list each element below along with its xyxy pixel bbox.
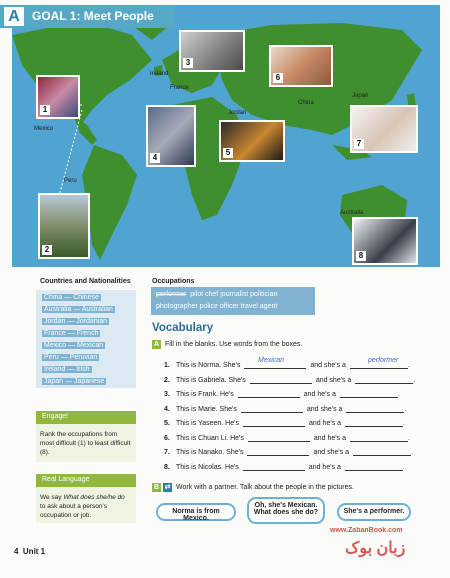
engage-title: Engage! (42, 413, 69, 420)
item-text-mid: and she's a (310, 362, 346, 369)
item-text-mid: and he's a (313, 434, 346, 442)
occupation-blank[interactable] (353, 448, 414, 456)
photo-1 (36, 75, 80, 119)
item-text-pre: This is Marie. She's (176, 405, 237, 413)
unit-label: Unit 1 (22, 547, 46, 556)
label-mexico: Mexico (34, 126, 54, 132)
engage-header (36, 411, 136, 424)
item-text-mid: and he's a (303, 391, 336, 398)
occupation-blank[interactable] (355, 376, 416, 384)
vocabulary-title: Vocabulary (152, 322, 214, 334)
item-end: . (413, 376, 416, 384)
item-end: . (403, 420, 405, 427)
countries-title: Countries and Nationalities (40, 278, 131, 285)
label-peru: Peru (64, 178, 77, 184)
item-end: . (411, 449, 414, 456)
photo-number: 2 (42, 245, 52, 255)
handwritten-answer-2: performer (368, 357, 399, 364)
label-france: France (170, 85, 189, 91)
item-text-pre: This is Norma. She's (176, 362, 241, 369)
exercise-a-item (164, 376, 415, 384)
occupation-blank[interactable] (350, 434, 408, 442)
page-number: 4 (14, 547, 19, 556)
section-letter: A (4, 7, 24, 26)
item-number: 5. (164, 420, 170, 427)
world-map (12, 5, 440, 267)
item-text-pre: This is Nanako. She's (176, 449, 244, 456)
item-number: 6. (164, 434, 170, 442)
speech-bubble-1: Norma is from Mexico. (156, 503, 236, 521)
photo-7 (350, 105, 418, 153)
occupations-box (151, 287, 315, 315)
nationality-blank[interactable] (243, 463, 305, 471)
nationality-blank[interactable] (238, 390, 300, 398)
country-row: France — French (44, 330, 99, 337)
exercise-a-item (164, 434, 410, 442)
exercise-a-item (164, 361, 410, 369)
item-text-mid: and he's a (308, 420, 342, 427)
handwritten-answer-1: Mexican (258, 357, 285, 364)
exercise-a-item (164, 463, 405, 471)
photo-6 (269, 45, 333, 87)
item-number: 4. (164, 405, 170, 413)
item-text-mid: and he's a (308, 463, 341, 471)
photo-8 (352, 217, 418, 265)
goal-header (0, 5, 175, 28)
item-text-mid: and she's a (306, 405, 343, 413)
occupation-struck: performer (156, 291, 187, 298)
country-row: Mexico — Mexican (44, 342, 104, 349)
item-end: . (397, 391, 400, 398)
country-row: Japan — Japanese (44, 378, 105, 385)
page-footer (14, 547, 45, 556)
nationality-blank[interactable] (250, 376, 312, 384)
real-language-title: Real Language (42, 476, 90, 483)
item-text-pre: This is Yaseen. He's (176, 420, 239, 427)
countries-box (36, 290, 136, 388)
label-ireland: Ireland (150, 71, 169, 77)
country-row: Ireland — Irish (44, 366, 90, 373)
photo-number: 1 (40, 105, 50, 115)
label-australia: Australia (340, 210, 364, 216)
watermark-logo: زبان بوک (345, 540, 406, 557)
country-row: China — Chinese (44, 294, 99, 301)
photo-number: 8 (356, 251, 366, 261)
item-end: . (407, 362, 410, 369)
nationality-blank[interactable] (247, 448, 309, 456)
photo-number: 7 (354, 139, 364, 149)
photo-number: 5 (223, 148, 233, 158)
nationality-blank[interactable] (241, 405, 303, 413)
photo-3 (179, 30, 245, 72)
nationality-blank[interactable] (248, 434, 310, 442)
speech-bubble-2 (247, 497, 325, 524)
pair-work-icon: ⇄ (164, 484, 171, 491)
photo-2 (38, 193, 90, 259)
occupation-blank[interactable] (345, 463, 403, 471)
photo-number: 4 (150, 153, 160, 163)
item-number: 7. (164, 449, 170, 456)
exercise-a-item (164, 419, 405, 427)
photo-4 (146, 105, 196, 167)
item-text-pre: This is Frank. He's (176, 391, 234, 398)
occupations-line-1-rest: pilot chef journalist politician (190, 291, 278, 298)
item-number: 1. (164, 362, 170, 369)
item-text-pre: This is Gabriela. She's (176, 376, 246, 384)
real-language-text (40, 493, 132, 520)
occupation-blank[interactable] (345, 419, 403, 427)
item-end: . (404, 405, 407, 413)
label-jordan: Jordan (228, 110, 247, 116)
occupation-blank[interactable] (350, 361, 408, 369)
exercise-b-instruction: Work with a partner. Talk about the people in the pictures. (176, 484, 354, 491)
nationality-blank[interactable] (243, 419, 305, 427)
exercise-a-item (164, 448, 413, 456)
country-row: Jordan — Jordanian (44, 318, 108, 325)
occupations-title: Occupations (152, 278, 195, 285)
item-text-pre: This is Nicolas. He's (176, 463, 239, 471)
exercise-a-item (164, 390, 400, 398)
real-language-header (36, 474, 136, 487)
label-japan: Japan (352, 93, 369, 99)
goal-title: GOAL 1: Meet People (32, 9, 154, 23)
engage-text: Rank the occupations from most difficult (1) to least difficult (8). (40, 431, 131, 456)
exercise-a-badge: A (153, 341, 160, 348)
item-end: . (402, 463, 405, 471)
item-text-pre: This is Chuan Li. He's (176, 434, 244, 442)
item-number: 3. (164, 391, 170, 398)
occupations-line-1 (156, 291, 277, 298)
item-text-mid: and she's a (313, 449, 350, 456)
photo-number: 3 (183, 58, 193, 68)
photo-number: 6 (273, 73, 283, 83)
nationality-blank[interactable] (244, 361, 306, 369)
real-language-text-post: to ask about a person's occupation or job. (40, 503, 108, 519)
country-row: Peru — Peruvian (44, 354, 98, 361)
exercise-a-item (164, 405, 406, 413)
exercise-b-badge: B (153, 484, 160, 491)
occupation-blank[interactable] (346, 405, 407, 413)
real-language-text-pre: We say (40, 494, 64, 501)
occupations-line-2: photographer police officer travel agent (156, 303, 278, 310)
exercise-a-instruction: Fill in the blanks. Use words from the boxes. (165, 341, 303, 348)
item-number: 8. (164, 463, 170, 471)
watermark-url: www.ZabanBook.com (330, 527, 403, 534)
item-number: 2. (164, 376, 170, 384)
photo-5 (219, 120, 285, 162)
real-language-example: What does she/he do (63, 494, 125, 501)
occupation-blank[interactable] (340, 390, 398, 398)
label-china: China (298, 100, 314, 106)
speech-bubble-2-line-1: Oh, she's Mexican. (254, 502, 318, 509)
speech-bubble-2-line-2: What does she do? (253, 509, 319, 516)
item-text-mid: and she's a (315, 376, 352, 384)
speech-bubble-3: She's a performer. (337, 503, 411, 521)
country-row: Australia — Australian (44, 306, 113, 313)
item-end: . (407, 434, 410, 442)
